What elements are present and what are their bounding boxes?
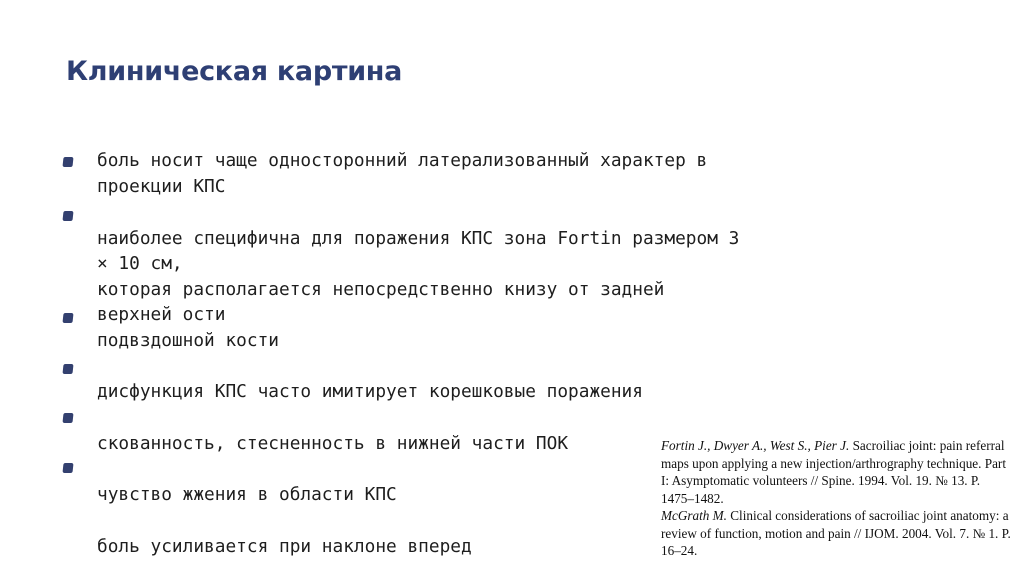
reference-text: Sacroiliac joint: pain referral maps upon applying a new injection/arthrography technique. Part I: Asymptomatic volunteers // Spine. 1994. Vol. 19. № 13. P. 1475–1482. [661, 438, 1006, 506]
slide-title: Клиническая картина [66, 56, 403, 87]
bullet-marker [62, 157, 73, 167]
bullet-marker [62, 463, 73, 473]
bullet-marker [62, 313, 73, 323]
reference-item [661, 437, 1011, 507]
body-line: проекции КПС [97, 176, 226, 197]
body-line: дисфункция КПС часто имитирует корешковые поражения [97, 381, 643, 402]
body-line: × 10 см, [97, 253, 183, 274]
bullet-marker [62, 413, 73, 423]
reference-text: Clinical considerations of sacroiliac joint anatomy: a review of function, motion and pain // IJOM. 2004. Vol. 7. № 1. P. 16–24. [661, 508, 1011, 558]
body-line: верхней ости [97, 304, 226, 325]
body-line: боль носит чаще односторонний латерализованный характер в [97, 150, 708, 171]
reference-authors: Fortin J., Dwyer A., West S., Pier J. [661, 438, 850, 453]
bullet-marker [62, 211, 73, 221]
body-line: которая располагается непосредственно книзу от задней [97, 279, 665, 300]
reference-item [661, 507, 1011, 560]
reference-authors: McGrath M. [661, 508, 727, 523]
body-line: подвздошной кости [97, 330, 279, 351]
body-line: наиболее специфична для поражения КПС зона Fortin размером 3 [97, 228, 740, 249]
body-line: скованность, стесненность в нижней части ПОК [97, 433, 569, 454]
body-line: боль усиливается при наклоне вперед [97, 536, 472, 557]
body-line: чувство жжения в области КПС [97, 484, 397, 505]
bullet-marker [62, 364, 73, 374]
references-box [659, 437, 1011, 560]
